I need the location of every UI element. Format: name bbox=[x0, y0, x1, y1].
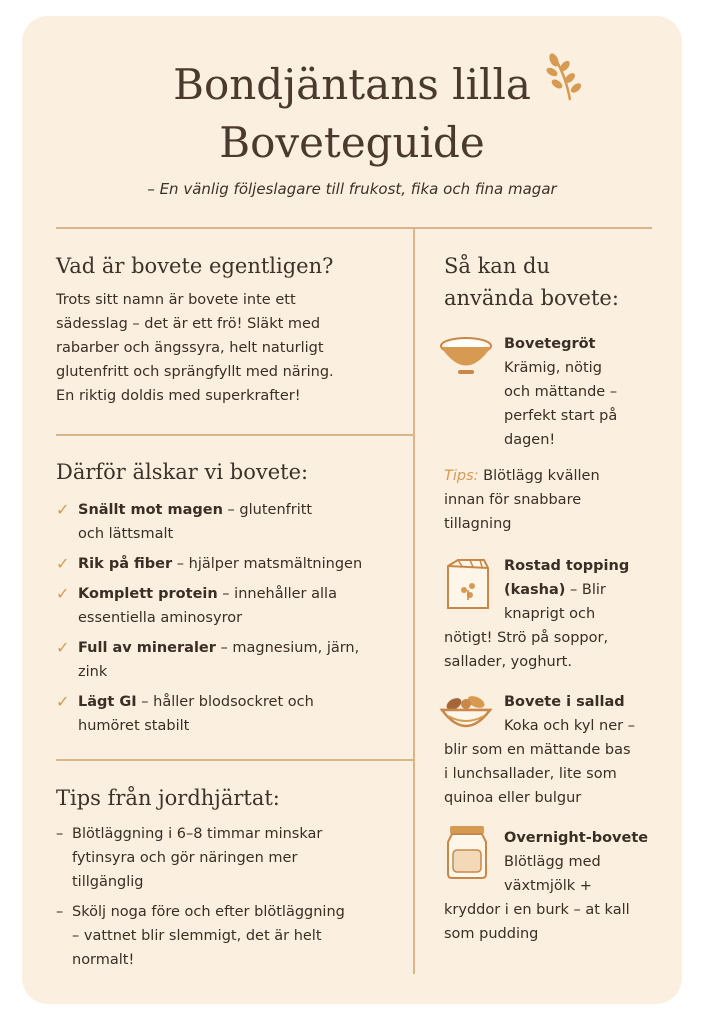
topping-text: nötigt! Strö på soppor, bbox=[444, 630, 609, 646]
item-rest: och lättsmalt bbox=[78, 526, 174, 542]
use-heading-line: använda bovete: bbox=[444, 286, 619, 310]
porridge-name: Bovetegröt bbox=[504, 336, 596, 352]
list-item bbox=[56, 690, 406, 738]
item-rest: humöret stabilt bbox=[78, 718, 190, 734]
list-item bbox=[56, 552, 406, 576]
overnight-text: kryddor i en burk – at kall bbox=[444, 902, 630, 918]
salad-text: Koka och kyl ner – bbox=[504, 718, 635, 734]
title-line-2: Boveteguide bbox=[219, 118, 485, 167]
tip-line: Blötläggning i 6–8 timmar minskar bbox=[72, 826, 323, 842]
check-icon: ✓ bbox=[56, 500, 70, 519]
porridge-line: och mättande – bbox=[504, 384, 618, 400]
item-bold: Snällt mot magen bbox=[78, 502, 223, 518]
item-rest: zink bbox=[78, 664, 108, 680]
what-heading: Vad är bovete egentligen? bbox=[56, 254, 334, 278]
tip-text: innan för snabbare bbox=[444, 492, 582, 508]
porridge-line: dagen! bbox=[504, 432, 556, 448]
column-divider bbox=[413, 228, 415, 974]
item-rest: essentiella aminosyror bbox=[78, 610, 243, 626]
salad-text: i lunchsallader, lite som bbox=[444, 766, 617, 782]
tip-line: normalt! bbox=[72, 952, 135, 968]
love-heading: Därför älskar vi bovete: bbox=[56, 460, 309, 484]
topping-text: – Blir bbox=[565, 582, 606, 598]
item-bold: Lägt GI bbox=[78, 694, 137, 710]
what-line: rabarber och ängssyra, helt naturligt bbox=[56, 340, 324, 356]
check-icon: ✓ bbox=[56, 692, 70, 711]
what-line: En riktig doldis med superkrafter! bbox=[56, 388, 301, 404]
topping-name: Rostad topping bbox=[504, 558, 630, 574]
list-item bbox=[56, 582, 406, 630]
tips-list bbox=[56, 822, 411, 978]
tip-text: Blötlägg kvällen bbox=[478, 468, 600, 484]
overnight-text: som pudding bbox=[444, 926, 539, 942]
porridge-line: Krämig, nötig bbox=[504, 360, 602, 376]
tip-text: tillagning bbox=[444, 516, 512, 532]
bowl-icon bbox=[438, 334, 494, 378]
list-item bbox=[56, 822, 411, 894]
check-icon: ✓ bbox=[56, 638, 70, 657]
what-line: Trots sitt namn är bovete inte ett bbox=[56, 292, 296, 308]
item-bold: Komplett protein bbox=[78, 586, 218, 602]
salad-block bbox=[444, 690, 680, 810]
item-rest: – håller blodsockret och bbox=[136, 694, 314, 710]
tip-label: Tips: bbox=[444, 468, 479, 484]
porridge-block bbox=[504, 332, 674, 452]
topping-block bbox=[444, 554, 676, 674]
overnight-text: växtmjölk + bbox=[504, 878, 592, 894]
tip-line: – vattnet blir slemmigt, det är helt bbox=[72, 928, 322, 944]
dash-glyph: – bbox=[56, 826, 64, 842]
use-tip bbox=[444, 464, 674, 536]
topping-text: sallader, yoghurt. bbox=[444, 654, 572, 670]
salad-text: quinoa eller bulgur bbox=[444, 790, 582, 806]
overnight-text: Blötlägg med bbox=[504, 854, 601, 870]
use-heading-line: Så kan du bbox=[444, 254, 550, 278]
section-divider-1 bbox=[56, 434, 413, 436]
subtitle: – En vänlig följeslagare till frukost, fika och fina magar bbox=[147, 180, 557, 198]
what-line: sädesslag – det är ett frö! Släkt med bbox=[56, 316, 321, 332]
check-icon: ✓ bbox=[56, 554, 70, 573]
use-heading bbox=[444, 250, 619, 314]
list-item bbox=[56, 900, 411, 972]
topping-name: (kasha) bbox=[504, 582, 566, 598]
item-rest: – innehåller alla bbox=[217, 586, 337, 602]
check-icon: ✓ bbox=[56, 584, 70, 603]
dash-glyph: – bbox=[56, 904, 64, 920]
overnight-name: Overnight-bovete bbox=[504, 830, 649, 846]
tip-line: tillgänglig bbox=[72, 874, 144, 890]
section-divider-2 bbox=[56, 759, 413, 761]
tip-line: fytinsyra och gör näringen mer bbox=[72, 850, 298, 866]
salad-text: blir som en mättande bas bbox=[444, 742, 631, 758]
item-rest: – hjälper matsmältningen bbox=[172, 556, 363, 572]
item-rest: – magnesium, järn, bbox=[215, 640, 360, 656]
love-list bbox=[56, 498, 406, 744]
porridge-line: perfekt start på bbox=[504, 408, 618, 424]
what-text bbox=[56, 288, 406, 408]
wheat-sprig-icon bbox=[540, 52, 586, 102]
what-line: glutenfritt och sprängfyllt med näring. bbox=[56, 364, 334, 380]
salad-name: Bovete i sallad bbox=[504, 694, 625, 710]
item-rest: – glutenfritt bbox=[222, 502, 313, 518]
overnight-block bbox=[444, 826, 680, 946]
list-item bbox=[56, 636, 406, 684]
title-line-1: Bondjäntans lilla bbox=[173, 60, 531, 109]
tip-line: Skölj noga före och efter blötläggning bbox=[72, 904, 345, 920]
item-bold: Full av mineraler bbox=[78, 640, 216, 656]
tips-heading: Tips från jordhjärtat: bbox=[56, 786, 280, 810]
topping-text: knaprigt och bbox=[504, 606, 596, 622]
list-item bbox=[56, 498, 406, 546]
guide-card bbox=[22, 16, 682, 1004]
item-bold: Rik på fiber bbox=[78, 556, 173, 572]
header-divider bbox=[56, 227, 652, 229]
